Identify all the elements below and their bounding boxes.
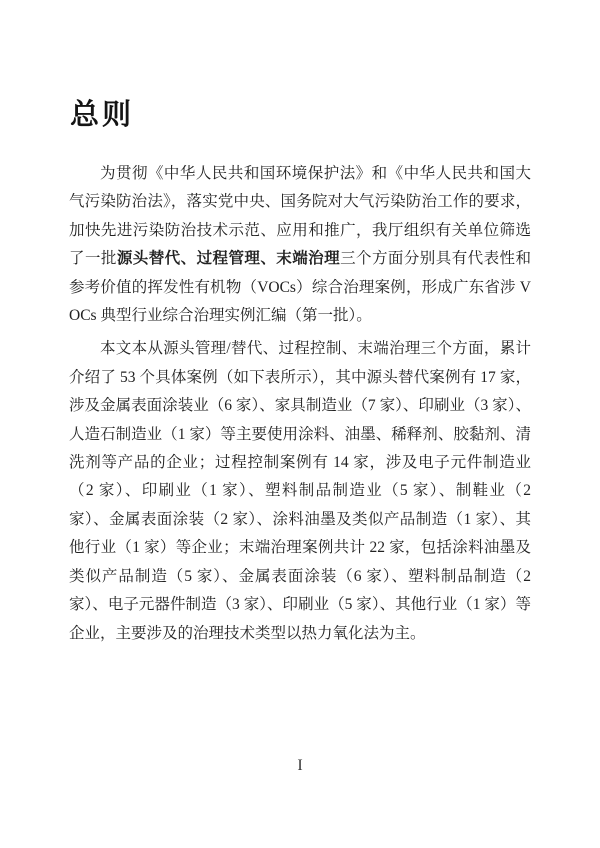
paragraph-1 xyxy=(69,160,531,330)
page-number: I xyxy=(297,757,303,774)
document-body xyxy=(69,160,531,648)
paragraph-1-bold-terms: 源头替代、过程管理、末端治理 xyxy=(116,250,341,268)
paragraph-2: 本文本从源头管理/替代、过程控制、末端治理三个方面，累计介绍了 53 个具体案例（如下表所示），其中源头替代案例有 17 家，涉及金属表面涂装业（6 家）、家具制造业（7 家）、印刷业（3 家）、人造石制造业（1 家）等主要使用涂料、油墨、稀释剂、胶黏剂、清洗剂等产品的企业；过程控制案例有 14 家，涉及电子元件制造业（2 家）、印刷业（1 家）、塑料制品制造业（5 家）、制鞋业（2 家）、金属表面涂装（2 家）、涂料油墨及类似产品制造（1 家）、其他行业（1 家）等企业；末端治理案例共计 22 家，包括涂料油墨及类似产品制造（5 家）、金属表面涂装（6 家）、塑料制品制造（2 家）、电子元器件制造（3 家）、印刷业（5 家）、其他行业（1 家）等企业，主要涉及的治理技术类型以热力氧化法为主。 xyxy=(69,340,531,642)
page-title: 总则 xyxy=(70,99,135,131)
paragraph-1-text-after-bold: 三个方面分别具有代表性和参考价值的挥发性有机物（VOCs）综合治理案例，形成广东省涉 VOCs 典型行业综合治理实例汇编（第一批）。 xyxy=(69,250,531,325)
paragraph-1-text-before-bold: 为贯彻《中华人民共和国环境保护法》和《中华人民共和国大气污染防治法》，落实党中央、国务院对大气污染防治工作的要求，加快先进污染防治技术示范、应用和推广，我厅组织有关单位筛选了一批 xyxy=(69,165,531,268)
